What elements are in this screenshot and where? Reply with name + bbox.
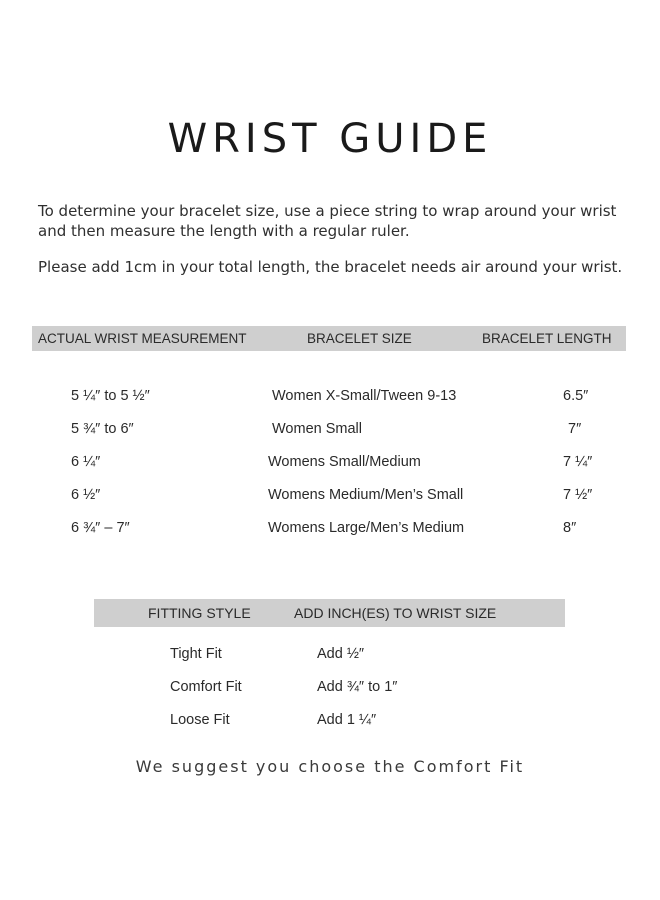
header-bracelet-length: BRACELET LENGTH	[482, 331, 612, 346]
header-fitting-style: FITTING STYLE	[148, 605, 251, 621]
wrist-measurement: 5 ¼″ to 5 ½″	[71, 388, 150, 404]
bracelet-size: Womens Medium/Men’s Small	[268, 487, 464, 503]
size-table-row	[0, 385, 660, 407]
fit-table-row	[0, 643, 660, 665]
wrist-measurement: 6 ¼″	[71, 454, 101, 470]
instruction-add-length: Please add 1cm in your total length, the bracelet needs air around your wrist.	[38, 258, 623, 276]
wrist-measurement: 5 ¾″ to 6″	[71, 421, 134, 437]
wrist-measurement: 6 ½″	[71, 487, 101, 503]
add-inches: Add 1 ¼″	[317, 712, 377, 728]
size-table-row	[0, 484, 660, 506]
header-add-inches: ADD INCH(ES) TO WRIST SIZE	[294, 605, 497, 621]
fit-table-row	[0, 676, 660, 698]
fitting-style: Tight Fit	[170, 646, 222, 662]
fit-suggestion: We suggest you choose the Comfort Fit	[135, 757, 525, 776]
size-table-header	[32, 326, 626, 351]
header-bracelet-size: BRACELET SIZE	[307, 331, 412, 346]
instruction-measure: To determine your bracelet size, use a piece string to wrap around your wrist and then measure the length with a regular ruler.	[38, 202, 617, 240]
fit-table-row	[0, 709, 660, 731]
page-title: WRIST GUIDE	[167, 116, 493, 162]
bracelet-size: Women Small	[272, 421, 362, 437]
wrist-measurement: 6 ¾″ – 7″	[71, 520, 130, 536]
fitting-style: Comfort Fit	[170, 679, 242, 695]
bracelet-length: 7″	[568, 421, 582, 437]
add-inches: Add ¾″ to 1″	[317, 679, 398, 695]
add-inches: Add ½″	[317, 646, 365, 662]
size-table-row	[0, 418, 660, 440]
bracelet-size: Womens Large/Men’s Medium	[268, 520, 465, 536]
bracelet-size: Women X-Small/Tween 9-13	[272, 388, 457, 404]
size-table-row	[0, 517, 660, 539]
bracelet-length: 6.5″	[563, 388, 589, 404]
bracelet-length: 7 ¼″	[563, 454, 593, 470]
bracelet-length: 8″	[563, 520, 577, 536]
size-table-row	[0, 451, 660, 473]
fitting-style: Loose Fit	[170, 712, 230, 728]
fit-table-header	[94, 599, 565, 627]
bracelet-size: Womens Small/Medium	[268, 454, 421, 470]
bracelet-length: 7 ½″	[563, 487, 593, 503]
header-wrist-measurement: ACTUAL WRIST MEASUREMENT	[38, 331, 247, 346]
